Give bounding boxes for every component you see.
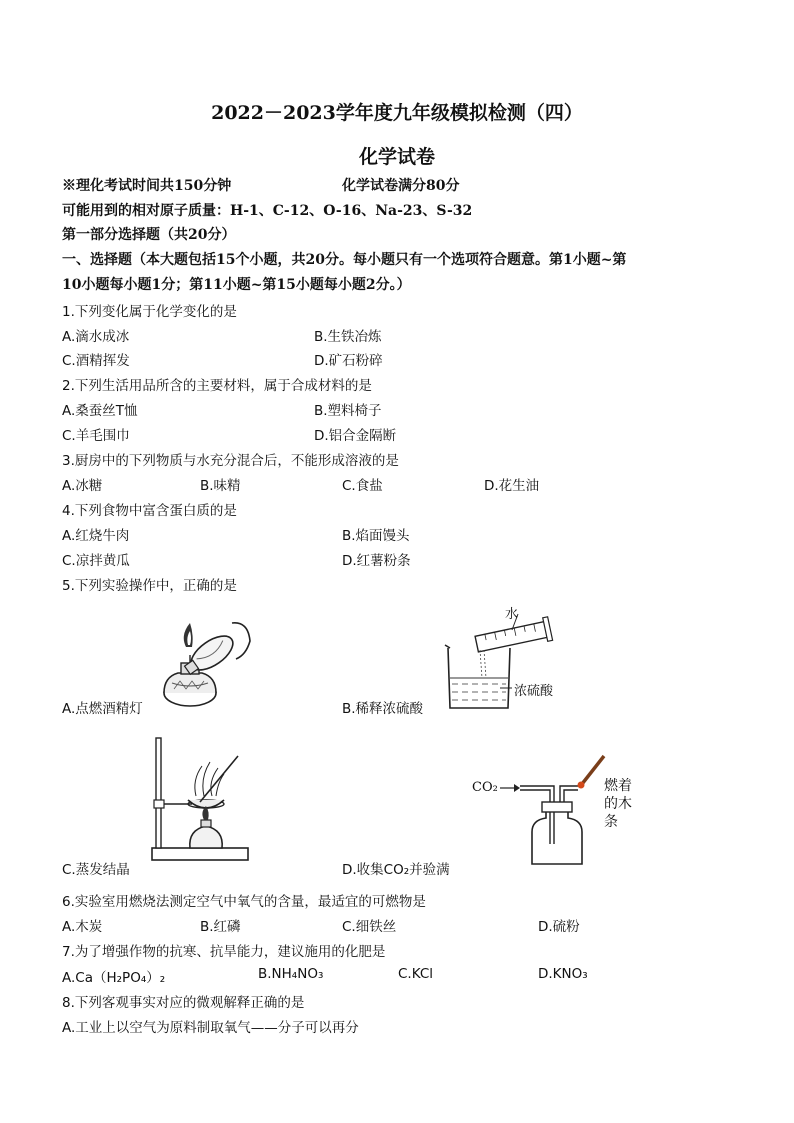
question-1-option-c: C.酒精挥发 (62, 353, 130, 369)
question-5-stem: 5.下列实验操作中，正确的是 (62, 578, 237, 594)
question-7-stem: 7.为了增强作物的抗寒、抗旱能力，建议施用的化肥是 (62, 944, 386, 960)
question-8-stem: 8.下列客观事实对应的微观解释正确的是 (62, 995, 305, 1011)
question-2-option-a: A.桑蚕丝T恤 (62, 403, 138, 419)
question-6-option-d: D.硫粉 (538, 919, 580, 935)
burning-stick-label-line3: 条 (604, 814, 618, 830)
question-3-stem: 3.厨房中的下列物质与水充分混合后，不能形成溶液的是 (62, 453, 399, 469)
co2-label: CO₂ (472, 780, 498, 795)
alcohol-lamp-figure (150, 615, 260, 715)
exam-title: 2022－2023学年度九年级模拟检测（四） (211, 102, 583, 124)
question-4-option-b: B.焰面馒头 (342, 528, 410, 544)
atomic-masses: 可能用到的相对原子质量：H-1、C-12、O-16、Na-23、S-32 (62, 203, 473, 219)
question-2-stem: 2.下列生活用品所含的主要材料，属于合成材料的是 (62, 378, 372, 394)
question-5-option-c: C.蒸发结晶 (62, 862, 130, 878)
question-6-stem: 6.实验室用燃烧法测定空气中氧气的含量，最适宜的可燃物是 (62, 894, 426, 910)
question-4-stem: 4.下列食物中富含蛋白质的是 (62, 503, 237, 519)
question-7-option-c: C.KCl (398, 966, 434, 982)
question-6-option-b: B.红磷 (200, 919, 241, 935)
question-4-option-c: C.凉拌黄瓜 (62, 553, 130, 569)
question-5-option-d: D.收集CO₂并验满 (342, 862, 450, 878)
score-note: 化学试卷满分80分 (342, 178, 460, 194)
time-note: ※理化考试时间共150分钟 (62, 178, 232, 194)
question-5-option-a: A.点燃酒精灯 (62, 701, 143, 717)
section-instructions-line1: 一、选择题（本大题包括15个小题，共20分。每小题只有一个选项符合题意。第1小题~第 (62, 252, 627, 268)
question-8-option-a: A.工业上以空气为原料制取氧气——分子可以再分 (62, 1020, 359, 1036)
question-2-option-c: C.羊毛围巾 (62, 428, 130, 444)
burning-stick-label-line2: 的木 (604, 796, 632, 812)
acid-label: 浓硫酸 (514, 684, 554, 699)
part-title: 第一部分选择题（共20分） (62, 227, 236, 243)
question-1-option-b: B.生铁冶炼 (314, 329, 382, 345)
question-4-option-a: A.红烧牛肉 (62, 528, 130, 544)
question-3-option-c: C.食盐 (342, 478, 383, 494)
question-1-option-a: A.滴水成冰 (62, 329, 130, 345)
exam-subtitle: 化学试卷 (358, 146, 435, 168)
question-2-option-d: D.铝合金隔断 (314, 428, 397, 444)
question-3-option-a: A.冰糖 (62, 478, 103, 494)
question-6-option-c: C.细铁丝 (342, 919, 397, 935)
burning-stick-label-line1: 燃着 (604, 778, 632, 794)
question-5-option-b: B.稀释浓硫酸 (342, 701, 424, 717)
question-6-option-a: A.木炭 (62, 919, 103, 935)
question-4-option-d: D.红薯粉条 (342, 553, 411, 569)
question-7-option-b: B.NH₄NO₃ (258, 966, 324, 982)
question-7-option-d: D.KNO₃ (538, 966, 588, 982)
question-3-option-b: B.味精 (200, 478, 241, 494)
section-instructions-line2: 10小题每小题1分；第11小题~第15小题每小题2分。） (62, 277, 411, 293)
question-1-option-d: D.矿石粉碎 (314, 353, 383, 369)
water-label: 水 (505, 607, 519, 622)
question-7-option-a: A.Ca（H₂PO₄）₂ (62, 970, 166, 986)
question-1-stem: 1.下列变化属于化学变化的是 (62, 304, 237, 320)
question-2-option-b: B.塑料椅子 (314, 403, 382, 419)
question-3-option-d: D.花生油 (484, 478, 540, 494)
evaporation-figure (148, 736, 258, 866)
